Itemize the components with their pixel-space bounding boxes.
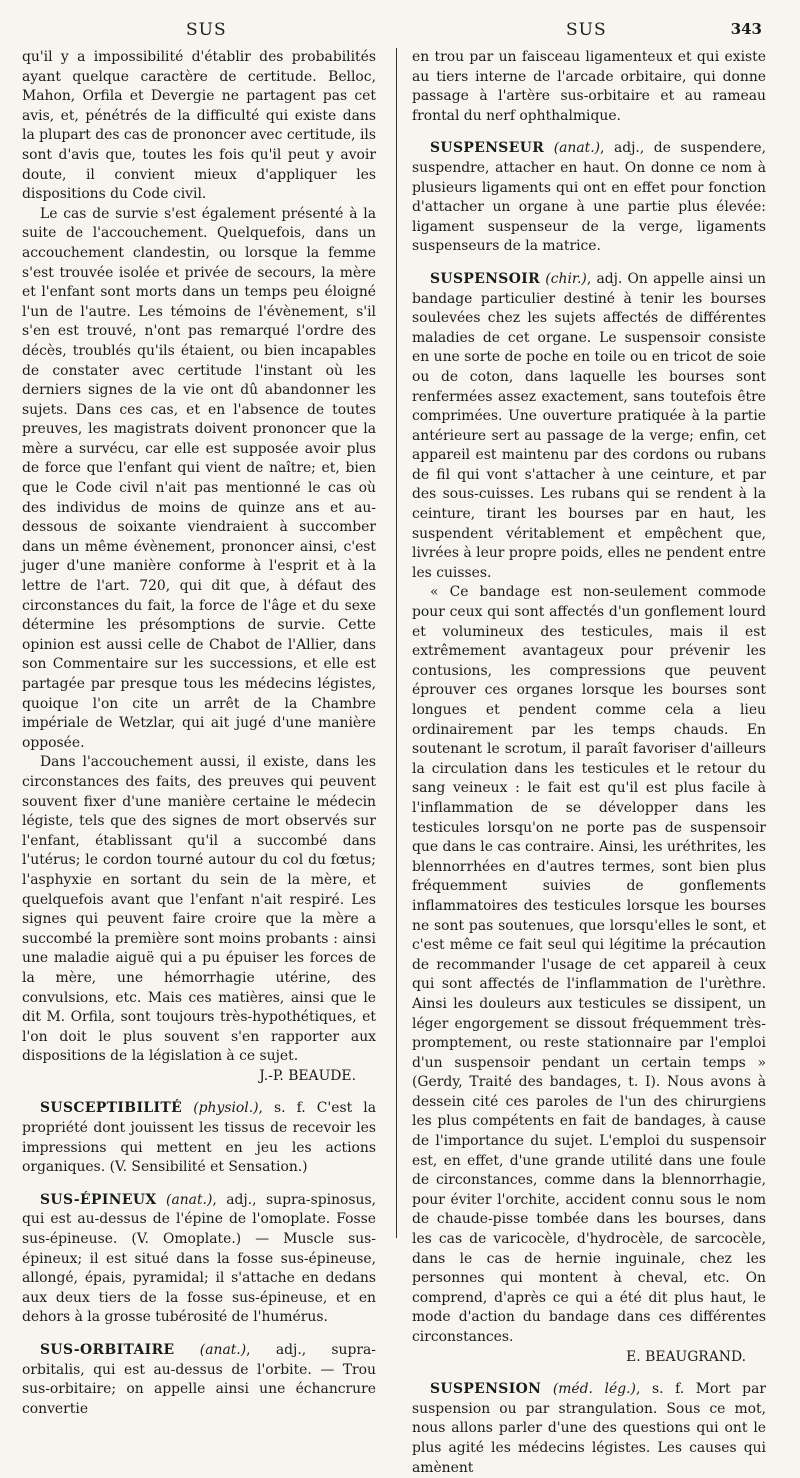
column-divider	[396, 48, 397, 1238]
entry-domain: (chir.)	[545, 270, 587, 287]
entry-sus-epineux	[22, 1191, 376, 1328]
entry-domain: (anat.)	[166, 1191, 213, 1208]
entry-headword: SUSPENSOIR	[430, 270, 541, 287]
entry-headword: SUSCEPTIBILITÉ	[40, 1100, 183, 1117]
right-column	[412, 48, 766, 1478]
running-head-right: SUS	[566, 20, 607, 40]
paragraph: Le cas de survie s'est également présenté à la suite de l'accouchement. Quelquefois, dans un accouchement clandestin, ou lorsque la femme s'est trouvée isolée et privée de secours, la mère et l'enfant sont morts dans un temps peu éloigné l'un de l'autre. Les témoins de l'évènement, s'il s'en est trouvé, n'ont pas remarqué l'ordre des décès, troublés qu'ils étaient, ou bien incapables de constater avec certitude l'instant où les derniers signes de la vie ont dû abandonner les sujets. Dans ces cas, et en l'absence de toutes preuves, les magistrats doivent prononcer que la mère a survécu, car elle est supposée avoir plus de force que l'enfant qui vient de naître; et, bien que le Code civil n'ait pas mentionné le cas où des individus de moins de quinze ans et au-dessous de soixante viendraient à succomber dans un même évènement, prononcer ainsi, c'est juger d'une manière conforme à l'esprit et à la lettre de l'art. 720, qui dit que, à défaut des circonstances du fait, la force de l'âge et du sexe détermine les présomptions de survie. Cette opinion est aussi celle de Chabot de l'Allier, dans son Commentaire sur les successions, et elle est partagée par presque tous les médecins légistes, quoique l'on cite un arrêt de la Chambre impériale de Wetzlar, qui ait jugé d'une manière opposée.	[22, 205, 376, 751]
entry-suspensoir	[412, 270, 766, 584]
entry-sus-orbitaire	[22, 1341, 376, 1419]
author-signature: E. BEAUGRAND.	[626, 1348, 746, 1365]
paragraph: en trou par un faisceau ligamenteux et qui existe au tiers interne de l'arcade orbitaire, qui donne passage à l'artère sus-orbitaire et au rameau frontal du nerf ophthalmique.	[412, 49, 766, 124]
author-signature: J.-P. BEAUDE.	[259, 1067, 356, 1084]
entry-domain: (méd. lég.)	[552, 1381, 636, 1398]
entry-domain: (anat.)	[553, 140, 601, 157]
quotation-paragraph: « Ce bandage est non-seulement commode pour ceux qui sont affectés d'un gonflement lourd et volumineux des testicules, mais il est extrêmement avantageux pour prévenir les contusions, les compressions que peuvent éprouver ces organes lorsque les bourses sont longues et pendent comme cela a lieu ordinairement par les temps chauds. En soutenant le scrotum, il paraît favoriser d'ailleurs la circulation dans les testicules et le retour du sang veineux : le fait est qu'il est plus facile à l'inflammation de se développer dans les testicules lorsqu'on ne porte pas de suspensoir que dans le cas contraire. Ainsi, les uréthrites, les blennorrhées en d'autres termes, sont bien plus fréquemment suivies de gonflements inflammatoires des testicules lorsque les bourses ne sont pas soutenues, que lorsqu'elles le sont, et c'est même ce fait seul qui légitime la précaution de recommander l'usage de cet appareil à ceux qui sont affectés de l'inflammation de l'urèthre. Ainsi les douleurs aux testicules se dissipent, un léger engorgement se dissout fréquemment très-promptement, ou reste stationnaire par l'emploi d'un suspensoir pendant un certain temps » (Gerdy, Traité des bandages, t. I). Nous avons à dessein cité ces paroles de l'un des chirurgiens les plus compétents en fait de bandages, à cause de l'importance du sujet. L'emploi du suspensoir est, en effet, d'une grande utilité dans une foule de circonstances, comme dans la blennorrhagie, pour éviter l'orchite, accident connu sous le nom de chaude-pisse tombée dans les bourses, dans les cas de varicocèle, d'hydrocèle, de sarcocèle, dans le cas de hernie inguinale, chez les personnes qui montent à cheval, etc. On comprend, d'après ce qui a été dit plus haut, le mode d'action du bandage dans ces différentes circonstances.	[412, 584, 766, 1345]
paragraph: qu'il y a impossibilité d'établir des probabilités ayant quelque caractère de certitude. Belloc, Mahon, Orfila et Devergie ne partagent pas cet avis, et, pénétrés de la difficulté qui existe dans la plupart des cas de prononcer avec certitude, ils sont d'avis que, toutes les fois qu'il peut y avoir doute, il convient mieux d'appliquer les dispositions du Code civil.	[22, 49, 376, 203]
running-head-left: SUS	[186, 20, 227, 40]
entry-text: , adj., de suspendere, suspendre, attacher en haut. On donne ce nom à plusieurs ligaments qui ont en effet pour fonction d'attacher un organe à une partie plus élevée: ligament suspenseur de la verge, ligaments suspenseurs de la matrice.	[412, 140, 766, 255]
entry-suspension	[412, 1380, 766, 1478]
entry-text: , adj., supra-orbitalis, qui est au-dessus de l'orbite. — Trou sus-orbitaire; on appelle ainsi une échancrure convertie	[22, 1342, 377, 1417]
entry-suspenseur	[412, 139, 766, 257]
left-column	[22, 48, 376, 1419]
entry-text: , adj., supra-spinosus, qui est au-dessus de l'épine de l'omoplate. Fosse sus-épineuse. (V. Omoplate.) — Muscle sus-épineux; il est situé dans la fosse sus-épineuse, allongé, épais, pyramidal; il s'attache en dedans aux deux tiers de la fosse sus-épineuse, et en dehors à la grosse tubérosité de l'humérus.	[22, 1191, 377, 1326]
entry-text: , s. f. C'est la propriété dont jouissent les tissus de recevoir les impressions qui mettent en jeu les actions organiques. (V. Sensibilité et Sensation.)	[22, 1100, 376, 1176]
entry-text: , s. f. Mort par suspension ou par strangulation. Sous ce mot, nous allons parler d'une des questions qui ont le plus agité les médecins légistes. Les causes qui amènent	[412, 1381, 766, 1476]
entry-domain: (anat.)	[199, 1342, 247, 1358]
paragraph: Dans l'accouchement aussi, il existe, dans les circonstances des faits, des preuves qui peuvent souvent fixer d'une manière certaine le médecin légiste, tels que des signes de mort observés sur l'enfant, établissant qu'il a succombé dans l'utérus; le cordon tourné autour du col du fœtus; l'asphyxie en sortant du sein de la mère, et quelquefois avant que l'enfant n'ait respiré. Les signes qui peuvent faire croire que la mère a succombé la première sont moins probants : ainsi une maladie aiguë qui a pu épuiser les forces de la mère, une hémorrhagie utérine, des convulsions, etc. Mais ces matières, ainsi que le dit M. Orfila, sont toujours très-hypothétiques, et l'on doit le plus souvent s'en rapporter aux dispositions de la législation à ce sujet.	[22, 754, 376, 1065]
entry-domain: (physiol.)	[193, 1100, 259, 1117]
page-number: 343	[730, 20, 762, 38]
entry-text: , adj. On appelle ainsi un bandage particulier destiné à tenir les bourses soulevées chez les sujets affectés de différentes maladies de cet organe. Le suspensoir consiste en une sorte de poche en toile ou en tricot de soie ou de coton, dans laquelle les bourses sont renfermées assez exactement, sans toutefois être comprimées. Une ouverture pratiquée à la partie antérieure sert au passage de la verge; enfin, cet appareil est maintenu par des cordons ou rubans de fil qui vont s'attacher à une ceinture, et par des sous-cuisses. Les rubans qui se rendent à la ceinture, tirant les bourses par en haut, les suspendent véritablement et empêchent que, livrées à leur propre poids, elles ne pendent entre les cuisses.	[412, 270, 766, 581]
entry-headword: SUSPENSEUR	[430, 140, 545, 157]
entry-headword: SUS-ORBITAIRE	[40, 1342, 175, 1358]
entry-headword: SUS-ÉPINEUX	[40, 1191, 157, 1208]
entry-susceptibilite	[22, 1099, 376, 1177]
entry-headword: SUSPENSION	[430, 1381, 542, 1398]
